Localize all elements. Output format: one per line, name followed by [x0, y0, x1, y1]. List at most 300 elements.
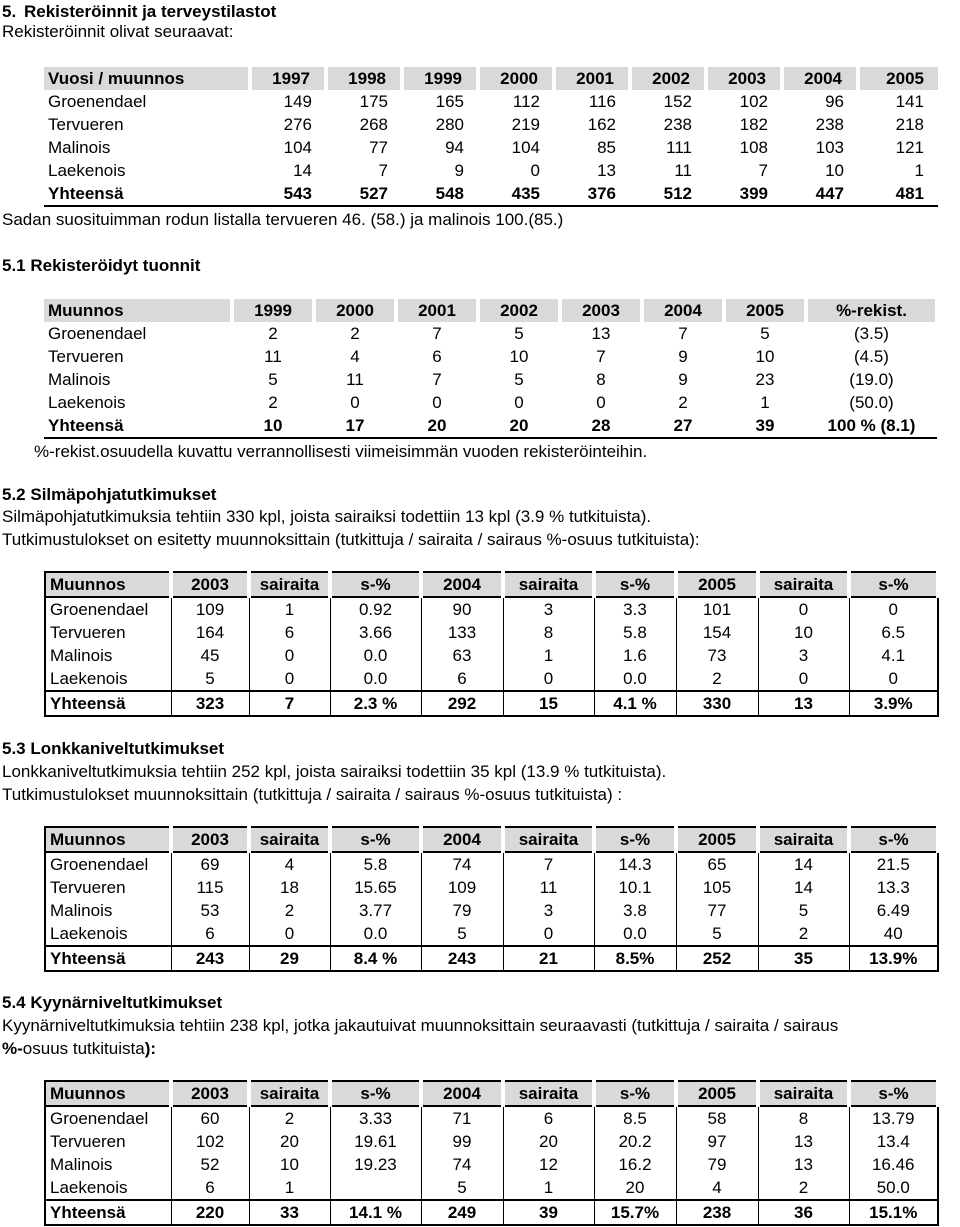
row-label-cell: Vuosi / muunnos: [44, 67, 250, 90]
table-cell: 2003: [560, 299, 642, 322]
section-53-line1: Lonkkaniveltutkimuksia tehtiin 252 kpl, joista sairaiksi todettiin 35 kpl (13.9 % tutkituista).: [2, 762, 667, 781]
table-cell: 0: [503, 922, 594, 946]
table-row: [45, 644, 938, 667]
table-cell: 2003: [171, 1081, 249, 1106]
table-cell: 52: [171, 1153, 249, 1176]
row-label-cell: Tervueren: [45, 621, 171, 644]
table-cell: 9: [454, 160, 464, 180]
table-cell: 9: [678, 346, 688, 366]
table-cell: 280: [435, 114, 464, 134]
table-cell: sairaita: [758, 827, 849, 852]
table-cell: 1: [249, 597, 330, 621]
table-cell: 8: [758, 1106, 849, 1130]
table-cell: 102: [739, 91, 768, 111]
table-cell: 219: [511, 114, 540, 134]
table-cell: 10: [758, 621, 849, 644]
table-cell: 7: [678, 323, 688, 343]
table-cell: 2004: [782, 67, 858, 90]
table-cell: 15.7%: [594, 1200, 676, 1225]
table-cell: 11: [674, 160, 692, 180]
table-cell: s-%: [594, 1081, 676, 1106]
table-cell: 0.0: [330, 644, 421, 667]
table-row: [44, 113, 938, 136]
table-cell: 323: [171, 691, 249, 716]
table-cell: 2003: [171, 572, 249, 597]
table-cell: 39: [503, 1200, 594, 1225]
row-label-cell: Yhteensä: [44, 414, 232, 438]
table-cell: 15.65: [330, 876, 421, 899]
table-cell: 3: [758, 644, 849, 667]
table-cell: 527: [326, 182, 402, 206]
table-cell: 5: [268, 369, 278, 389]
table-cell: 14: [758, 852, 849, 876]
table-cell: 3.8: [594, 899, 676, 922]
table-cell: 20: [396, 414, 478, 438]
registrations-table: [44, 67, 938, 207]
table-row: [44, 322, 937, 345]
table-cell: 6: [249, 621, 330, 644]
table-cell: 182: [739, 114, 768, 134]
table-cell: 17: [314, 414, 396, 438]
table-cell: 0: [432, 392, 442, 412]
section-54-line2-bold: %-: [2, 1039, 23, 1058]
table-cell: sairaita: [249, 827, 330, 852]
row-label-cell: Malinois: [45, 644, 171, 667]
table-cell: 276: [283, 114, 312, 134]
table-cell: 5: [421, 1176, 503, 1200]
table-cell: 2004: [642, 299, 724, 322]
table-cell: 16.46: [849, 1153, 938, 1176]
table-cell: 13.9%: [849, 946, 938, 971]
table-cell: 115: [171, 876, 249, 899]
table-cell: 20: [478, 414, 560, 438]
table-cell: 1998: [326, 67, 402, 90]
table-cell: 2: [268, 323, 278, 343]
table-cell: 481: [858, 182, 938, 206]
table-cell: 548: [402, 182, 478, 206]
table-cell: 0: [514, 392, 524, 412]
table-cell: 39: [724, 414, 806, 438]
table-cell: 74: [421, 1153, 503, 1176]
row-label-cell: Groenendael: [45, 1106, 171, 1130]
table-total-row: [45, 1200, 938, 1225]
row-label-cell: Groenendael: [48, 323, 147, 343]
row-label-cell: Laekenois: [48, 392, 126, 412]
table-cell: 2: [678, 392, 688, 412]
table-cell: 4: [249, 852, 330, 876]
table-cell: 5: [421, 922, 503, 946]
table-cell: 33: [249, 1200, 330, 1225]
table-cell: 104: [511, 137, 540, 157]
table-cell: 35: [758, 946, 849, 971]
registrations-note: Sadan suosituimman rodun listalla tervueren 46. (58.) ja malinois 100.(85.): [2, 210, 564, 229]
table-cell: 74: [421, 852, 503, 876]
section-52-line1: Silmäpohjatutkimuksia tehtiin 330 kpl, joista sairaiksi todettiin 13 kpl (3.9 % tutkituista).: [2, 507, 652, 526]
table-cell: %-rekist.: [806, 299, 937, 322]
table-row: [45, 876, 938, 899]
table-cell: 2: [676, 667, 758, 691]
table-cell: 1: [914, 160, 924, 180]
table-cell: 104: [283, 137, 312, 157]
table-cell: 109: [171, 597, 249, 621]
table-cell: 21.5: [849, 852, 938, 876]
table-cell: s-%: [594, 572, 676, 597]
table-cell: s-%: [330, 572, 421, 597]
table-cell: (3.5): [854, 323, 889, 343]
table-cell: 11: [264, 346, 282, 366]
section-51-title: 5.1 Rekisteröidyt tuonnit: [2, 256, 201, 275]
section-54-line2-end: ):: [144, 1039, 157, 1058]
row-label-cell: Laekenois: [45, 922, 171, 946]
table-cell: 9: [678, 369, 688, 389]
table-total-row: [44, 182, 938, 206]
table-cell: 121: [895, 137, 924, 157]
table-cell: 69: [171, 852, 249, 876]
section-52-line2: Tutkimustulokset on esitetty muunnoksittain (tutkittuja / sairaita / sairaus %-osuus tutkituista):: [2, 530, 700, 549]
table-cell: 2001: [554, 67, 630, 90]
table-cell: (50.0): [849, 392, 894, 412]
table-cell: 45: [171, 644, 249, 667]
table-cell: 447: [782, 182, 858, 206]
table-cell: 268: [359, 114, 388, 134]
table-cell: 5.8: [594, 621, 676, 644]
table-cell: 77: [369, 137, 388, 157]
table-cell: sairaita: [503, 827, 594, 852]
table-cell: 2003: [706, 67, 782, 90]
table-cell: 2.3 %: [330, 691, 421, 716]
table-total-row: [45, 691, 938, 716]
table-cell: 29: [249, 946, 330, 971]
table-row: [44, 345, 937, 368]
table-cell: 13.4: [849, 1130, 938, 1153]
table-cell: 243: [171, 946, 249, 971]
table-row: [45, 667, 938, 691]
section-52-title: 5.2 Silmäpohjatutkimukset: [2, 485, 217, 504]
table-cell: 19.61: [330, 1130, 421, 1153]
table-cell: 165: [435, 91, 464, 111]
table-cell: 2005: [676, 572, 758, 597]
hip-exam-table: [44, 826, 940, 972]
table-cell: 3.33: [330, 1106, 421, 1130]
table-cell: 2005: [858, 67, 938, 90]
section-54-line2-text: osuus tutkituista: [22, 1039, 145, 1058]
table-cell: 2: [758, 922, 849, 946]
table-cell: 2004: [421, 1081, 503, 1106]
table-cell: 96: [825, 91, 844, 111]
table-cell: 13: [597, 160, 616, 180]
table-cell: 19.23: [330, 1153, 421, 1176]
table-cell: 4: [350, 346, 360, 366]
table-cell: 3.77: [330, 899, 421, 922]
table-cell: 5: [758, 899, 849, 922]
table-cell: 0.0: [594, 667, 676, 691]
table-cell: 243: [421, 946, 503, 971]
table-cell: 175: [359, 91, 388, 111]
table-cell: 99: [421, 1130, 503, 1153]
row-label-cell: Yhteensä: [44, 182, 250, 206]
table-row: [44, 136, 938, 159]
table-cell: 90: [421, 597, 503, 621]
table-cell: 0.0: [330, 667, 421, 691]
table-cell: s-%: [849, 827, 938, 852]
table-cell: 112: [512, 91, 540, 111]
table-cell: 65: [676, 852, 758, 876]
row-label-cell: Muunnos: [44, 299, 232, 322]
table-cell: 116: [588, 91, 616, 111]
row-label-cell: Laekenois: [45, 667, 171, 691]
table-cell: 23: [755, 369, 775, 389]
table-cell: sairaita: [249, 572, 330, 597]
table-total-row: [44, 414, 937, 438]
table-cell: 13: [758, 1130, 849, 1153]
table-cell: 1: [503, 644, 594, 667]
table-cell: 2000: [478, 67, 554, 90]
table-header-row: [45, 827, 938, 852]
table-cell: 4.1: [849, 644, 938, 667]
section-54-line2: [2, 1039, 156, 1059]
table-cell: 36: [758, 1200, 849, 1225]
row-label-cell: Laekenois: [48, 160, 126, 180]
table-cell: 2: [350, 323, 360, 343]
table-cell: [330, 1176, 421, 1200]
table-cell: 18: [249, 876, 330, 899]
table-cell: 10: [755, 346, 775, 366]
row-label-cell: Yhteensä: [45, 946, 171, 971]
table-cell: 10: [825, 160, 844, 180]
table-cell: 0: [849, 667, 938, 691]
table-cell: 11: [503, 876, 594, 899]
table-cell: 10: [249, 1153, 330, 1176]
table-cell: 16.2: [594, 1153, 676, 1176]
table-cell: 7: [758, 160, 768, 180]
table-cell: 292: [421, 691, 503, 716]
row-label-cell: Malinois: [45, 899, 171, 922]
table-cell: s-%: [594, 827, 676, 852]
section-5-title: Rekisteröinnit ja terveystilastot: [24, 2, 277, 21]
table-cell: 2001: [396, 299, 478, 322]
table-row: [44, 159, 938, 182]
table-cell: 53: [171, 899, 249, 922]
table-cell: 14: [293, 160, 312, 180]
table-cell: 2: [249, 899, 330, 922]
table-cell: 58: [676, 1106, 758, 1130]
table-cell: 6: [503, 1106, 594, 1130]
table-cell: s-%: [330, 1081, 421, 1106]
section-53-title: 5.3 Lonkkaniveltutkimukset: [2, 739, 225, 758]
table-cell: 0: [596, 392, 606, 412]
table-cell: 512: [630, 182, 706, 206]
row-label-cell: Yhteensä: [45, 691, 171, 716]
table-cell: 15: [503, 691, 594, 716]
table-cell: 6: [421, 667, 503, 691]
table-cell: 1997: [250, 67, 326, 90]
table-header-row: [45, 1081, 938, 1106]
section-53-line2: Tutkimustulokset muunnoksittain (tutkittuja / sairaita / sairaus %-osuus tutkituista) :: [2, 785, 623, 804]
section-54-title: 5.4 Kyynärniveltutkimukset: [2, 993, 223, 1012]
section-5-number: 5.: [2, 2, 17, 21]
table-cell: 100 % (8.1): [806, 414, 937, 438]
table-cell: 141: [895, 91, 924, 111]
table-cell: 7: [249, 691, 330, 716]
table-cell: sairaita: [503, 572, 594, 597]
table-cell: 94: [445, 137, 464, 157]
row-label-cell: Muunnos: [45, 827, 171, 852]
table-cell: 2004: [421, 572, 503, 597]
table-header-row: [44, 67, 938, 90]
table-cell: 8: [503, 621, 594, 644]
imports-note: %-rekist.osuudella kuvattu verrannollisesti viimeisimmän vuoden rekisteröinteihin.: [34, 442, 648, 461]
section-54-line1: Kyynärniveltutkimuksia tehtiin 238 kpl, jotka jakautuivat muunnoksittain seuraavasti (tutkittuja / sairaita / sairaus: [2, 1016, 839, 1035]
row-label-cell: Malinois: [48, 137, 111, 157]
table-row: [45, 621, 938, 644]
table-cell: 1: [503, 1176, 594, 1200]
table-cell: 8.4 %: [330, 946, 421, 971]
table-cell: 7: [596, 346, 606, 366]
table-cell: 101: [676, 597, 758, 621]
table-cell: 5: [514, 369, 524, 389]
table-cell: 0: [530, 160, 540, 180]
table-cell: 218: [895, 114, 924, 134]
table-cell: 2: [249, 1106, 330, 1130]
table-row: [45, 1176, 938, 1200]
table-cell: 20: [503, 1130, 594, 1153]
table-row: [45, 852, 938, 876]
table-cell: s-%: [849, 1081, 938, 1106]
table-cell: sairaita: [758, 572, 849, 597]
table-cell: s-%: [330, 827, 421, 852]
table-cell: 2003: [171, 827, 249, 852]
table-cell: 27: [642, 414, 724, 438]
table-cell: 14.1 %: [330, 1200, 421, 1225]
table-cell: 2005: [676, 1081, 758, 1106]
table-cell: 50.0: [849, 1176, 938, 1200]
table-cell: 15.1%: [849, 1200, 938, 1225]
table-cell: 3.3: [594, 597, 676, 621]
table-row: [45, 1153, 938, 1176]
table-cell: 330: [676, 691, 758, 716]
table-cell: 79: [676, 1153, 758, 1176]
table-cell: 13.79: [849, 1106, 938, 1130]
row-label-cell: Yhteensä: [45, 1200, 171, 1225]
table-cell: 0: [758, 597, 849, 621]
table-cell: 2002: [478, 299, 560, 322]
table-cell: 11: [346, 369, 364, 389]
table-cell: 0: [249, 644, 330, 667]
table-cell: 2: [758, 1176, 849, 1200]
row-label-cell: Tervueren: [48, 346, 124, 366]
table-cell: 6.49: [849, 899, 938, 922]
table-cell: 1: [760, 392, 770, 412]
table-cell: 3: [503, 899, 594, 922]
table-cell: sairaita: [503, 1081, 594, 1106]
table-cell: 40: [849, 922, 938, 946]
table-row: [44, 391, 937, 414]
table-cell: 6.5: [849, 621, 938, 644]
table-cell: 7: [378, 160, 388, 180]
row-label-cell: Tervueren: [45, 1130, 171, 1153]
table-cell: 2004: [421, 827, 503, 852]
table-cell: 2: [268, 392, 278, 412]
table-cell: 0: [503, 667, 594, 691]
table-cell: 4.1 %: [594, 691, 676, 716]
table-cell: 6: [171, 922, 249, 946]
table-cell: 5: [514, 323, 524, 343]
table-cell: 28: [560, 414, 642, 438]
table-cell: 3.9%: [849, 691, 938, 716]
table-cell: 8: [596, 369, 606, 389]
row-label-cell: Malinois: [48, 369, 111, 389]
table-cell: 2000: [314, 299, 396, 322]
table-cell: 7: [503, 852, 594, 876]
table-cell: 13: [758, 691, 849, 716]
table-cell: 20.2: [594, 1130, 676, 1153]
table-cell: 6: [171, 1176, 249, 1200]
table-cell: 220: [171, 1200, 249, 1225]
table-cell: 0: [249, 922, 330, 946]
row-label-cell: Tervueren: [45, 876, 171, 899]
table-cell: 5: [171, 667, 249, 691]
table-cell: 399: [706, 182, 782, 206]
row-label-cell: Groenendael: [45, 597, 171, 621]
table-cell: sairaita: [249, 1081, 330, 1106]
table-cell: 435: [478, 182, 554, 206]
table-cell: 63: [421, 644, 503, 667]
table-cell: 13: [758, 1153, 849, 1176]
section-5-intro: Rekisteröinnit olivat seuraavat:: [2, 22, 234, 41]
table-cell: 14: [758, 876, 849, 899]
row-label-cell: Muunnos: [45, 1081, 171, 1106]
table-cell: 97: [676, 1130, 758, 1153]
row-label-cell: Groenendael: [48, 91, 147, 111]
row-label-cell: Laekenois: [45, 1176, 171, 1200]
table-cell: 133: [421, 621, 503, 644]
table-cell: 154: [676, 621, 758, 644]
table-cell: 5.8: [330, 852, 421, 876]
table-cell: 105: [676, 876, 758, 899]
table-cell: 2002: [630, 67, 706, 90]
table-cell: 111: [666, 137, 692, 157]
table-cell: 79: [421, 899, 503, 922]
table-cell: 162: [587, 114, 616, 134]
table-cell: 0: [849, 597, 938, 621]
table-row: [44, 368, 937, 391]
table-cell: 3.66: [330, 621, 421, 644]
section-5-heading: [2, 2, 276, 22]
table-cell: 0: [350, 392, 360, 412]
table-cell: 10.1: [594, 876, 676, 899]
table-cell: 164: [171, 621, 249, 644]
table-row: [45, 597, 938, 621]
table-cell: s-%: [849, 572, 938, 597]
table-cell: 0.0: [594, 922, 676, 946]
table-cell: 0.0: [330, 922, 421, 946]
table-cell: 13: [591, 323, 611, 343]
table-row: [45, 899, 938, 922]
row-label-cell: Malinois: [45, 1153, 171, 1176]
table-cell: 7: [432, 323, 442, 343]
table-cell: 152: [663, 91, 692, 111]
table-cell: 77: [676, 899, 758, 922]
table-cell: 0: [758, 667, 849, 691]
table-cell: 7: [432, 369, 442, 389]
table-cell: 238: [815, 114, 844, 134]
table-header-row: [45, 572, 938, 597]
table-cell: 5: [676, 922, 758, 946]
table-cell: (4.5): [854, 346, 889, 366]
table-cell: 4: [676, 1176, 758, 1200]
table-cell: 20: [594, 1176, 676, 1200]
eye-exam-table: [44, 571, 940, 717]
